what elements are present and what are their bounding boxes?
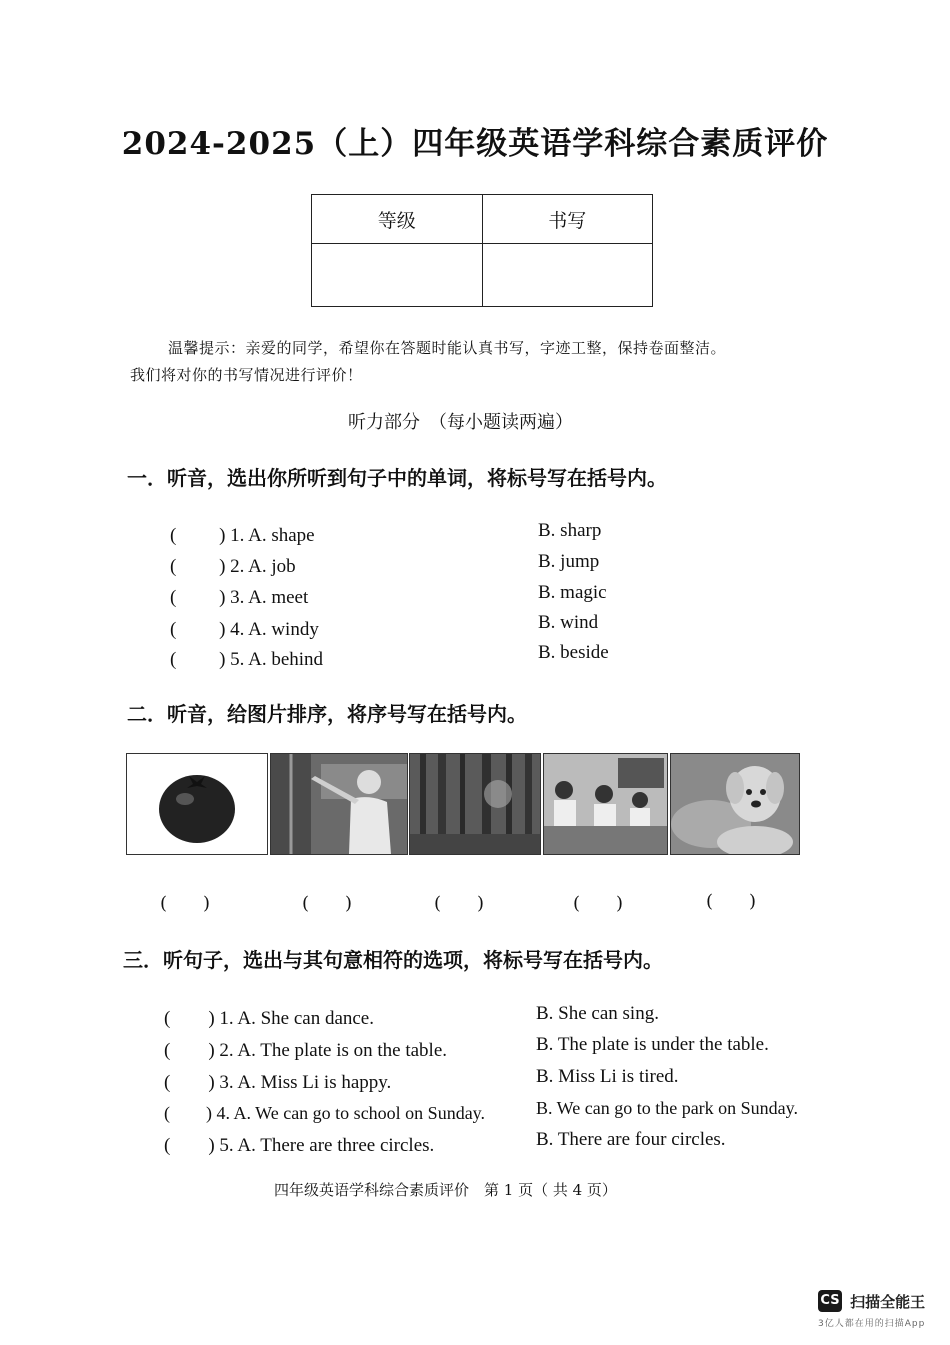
s1-option-b-1: B. sharp <box>538 520 602 541</box>
forest-photo <box>409 753 541 855</box>
section1-title: 一．听音，选出你所听到句子中的单词，将标号写在括号内。 <box>127 466 667 490</box>
s1-question-5: ( ) 5. A. behind <box>170 649 324 670</box>
tip-line-1: 温馨提示：亲爱的同学，希望你在答题时能认真书写，字迹工整，保持卷面整洁。 <box>168 339 727 357</box>
tip-line-2: 我们将对你的书写情况进行评价！ <box>130 366 363 384</box>
section2-title: 二．听音，给图片排序，将序号写在括号内。 <box>127 702 527 726</box>
s3-option-b-2: B. The plate is under the table. <box>536 1034 769 1055</box>
listening-heading: 听力部分 （每小题读两遍） <box>348 412 573 433</box>
camscanner-logo-icon: CS <box>818 1290 842 1312</box>
grade-cell[interactable] <box>312 244 483 307</box>
s3-option-b-5: B. There are four circles. <box>536 1129 726 1150</box>
scanner-watermark <box>818 1290 925 1329</box>
handwriting-cell[interactable] <box>482 244 653 307</box>
grade-table <box>311 194 653 307</box>
s3-question-3: ( ) 3. A. Miss Li is happy. <box>164 1072 392 1093</box>
s3-option-b-3: B. Miss Li is tired. <box>536 1066 679 1087</box>
s3-option-b-4: B. We can go to the park on Sunday. <box>536 1098 799 1118</box>
s1-option-b-5: B. beside <box>538 642 609 663</box>
s3-question-5: ( ) 5. A. There are three circles. <box>164 1135 435 1156</box>
s1-question-2: ( ) 2. A. job <box>170 556 296 577</box>
grade-header: 等级 <box>312 195 483 244</box>
s3-question-2: ( ) 2. A. The plate is on the table. <box>164 1040 448 1061</box>
s1-option-b-2: B. jump <box>538 551 600 572</box>
picture-5-blank[interactable]: ( ) <box>706 891 757 912</box>
picture-4-blank[interactable]: ( ) <box>573 893 624 914</box>
scanner-brand-name: 扫描全能王 <box>850 1292 926 1311</box>
s1-option-b-4: B. wind <box>538 612 599 633</box>
s1-question-3: ( ) 3. A. meet <box>170 587 309 608</box>
dog-in-snow-photo <box>670 753 800 855</box>
s1-question-1: ( ) 1. A. shape <box>170 525 315 546</box>
picture-3-blank[interactable]: ( ) <box>434 893 485 914</box>
scanner-tagline: 3亿人都在用的扫描App <box>818 1319 926 1329</box>
picture-1-blank[interactable]: ( ) <box>160 893 211 914</box>
s1-question-4: ( ) 4. A. windy <box>170 619 319 640</box>
s3-option-b-1: B. She can sing. <box>536 1003 659 1024</box>
s3-question-1: ( ) 1. A. She can dance. <box>164 1008 374 1029</box>
s3-question-4: ( ) 4. A. We can go to school on Sunday. <box>164 1103 486 1123</box>
page-title: 2024-2025（上）四年级英语学科综合素质评价 <box>121 126 829 162</box>
girl-on-bus-photo <box>270 753 408 855</box>
section3-title: 三．听句子，选出与其句意相符的选项，将标号写在括号内。 <box>123 948 663 972</box>
picture-2-blank[interactable]: ( ) <box>302 893 353 914</box>
s1-option-b-3: B. magic <box>538 582 607 603</box>
classroom-photo <box>543 753 668 855</box>
tomato-photo <box>126 753 268 855</box>
handwriting-header: 书写 <box>482 195 653 244</box>
page-footer: 四年级英语学科综合素质评价 第 1 页（ 共 4 页） <box>274 1181 617 1199</box>
